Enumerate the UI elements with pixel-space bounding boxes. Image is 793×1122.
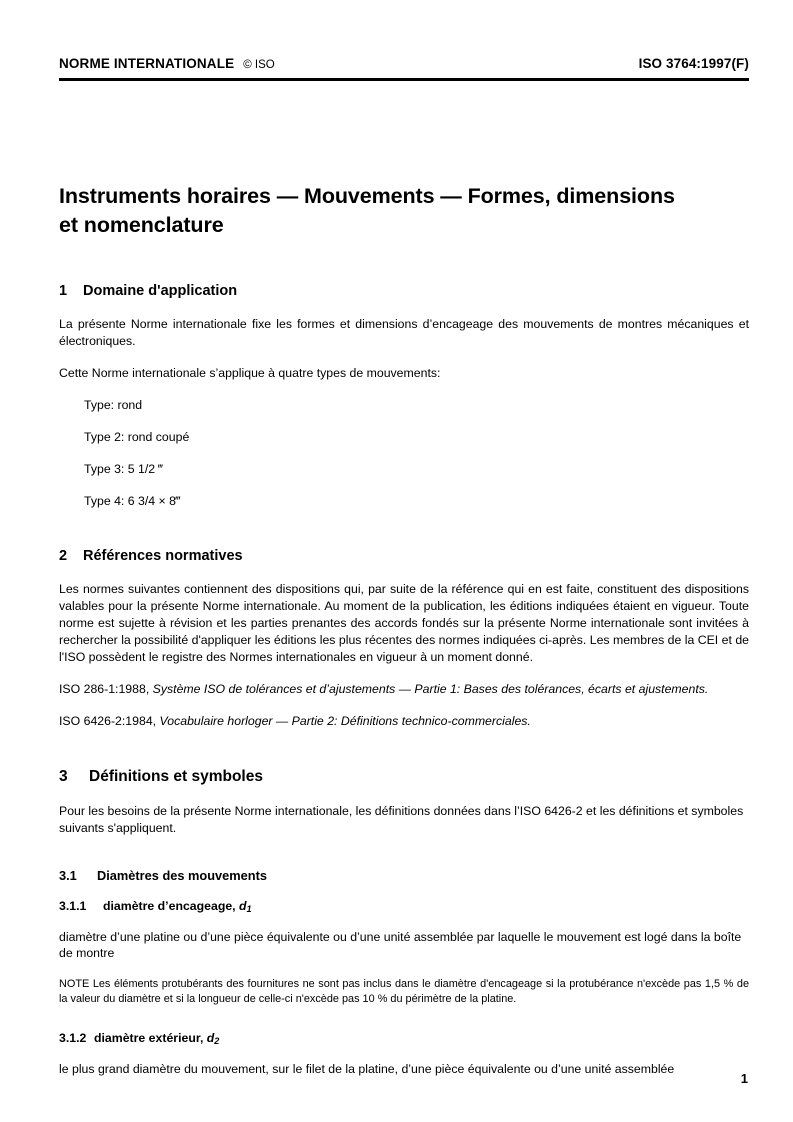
reference-designation: ISO 6426-2:1984,	[59, 713, 160, 728]
subclause-title-3-1: Diamètres des mouvements	[97, 867, 267, 883]
running-header	[59, 56, 749, 71]
header-copyright: © ISO	[243, 59, 275, 71]
list-item: Type 3: 5 1/2 ‴	[84, 461, 163, 476]
symbol-subscript: 1	[246, 903, 252, 914]
clause-heading-1	[59, 283, 749, 299]
reference-designation: ISO 286-1:1988,	[59, 681, 153, 696]
header-standard-reference: ISO 3764:1997(F)	[638, 56, 749, 71]
clause-title-2: Références normatives	[83, 547, 243, 564]
page-title: Instruments horaires — Mouvements — Formes, dimensions et nomenclature	[59, 184, 675, 237]
clause-1-paragraph-1: La présente Norme internationale fixe les formes et dimensions d’encageage des mouvements de montres mécaniques et électroniques.	[59, 317, 749, 348]
clause-1-paragraph-2: Cette Norme internationale s’applique à quatre types de mouvements:	[59, 365, 441, 380]
symbol-subscript: 2	[214, 1035, 220, 1046]
term-number-3-1-1: 3.1.1	[59, 898, 87, 913]
clause-title-1: Domaine d'application	[83, 283, 238, 299]
term-label-3-1-1	[103, 899, 252, 914]
normative-reference	[59, 681, 749, 698]
header-norme-internationale: NORME INTERNATIONALE	[59, 56, 235, 71]
list-item: Type: rond	[84, 397, 143, 412]
term-number-3-1-2: 3.1.2	[59, 1030, 87, 1045]
symbol-letter: d	[206, 1030, 215, 1045]
clause-heading-2	[59, 548, 749, 564]
clause-2-paragraph-1: Les normes suivantes contiennent des dispositions qui, par suite de la référence qui en est faite, constituent des dispositions valables pour la présente Norme internationale. Au moment de la publication, les éditions indiquées étaient en vigueur. Toute norme est sujette à révision et les parties prenantes des accords fondés sur la présente Norme internationale sont invitées à rechercher la possibilité d'appliquer les éditions les plus récentes des normes indiquées ci-après. Les membres de la CEI et de l'ISO possèdent le registre des Normes internationales en vigueur à un moment donné.	[59, 581, 749, 664]
term-definition-3-1-2: le plus grand diamètre du mouvement, sur le filet de la platine, d’une pièce équivalente ou d’une unité assemblée	[59, 1061, 675, 1076]
page-number: 1	[740, 1071, 748, 1086]
spacer	[59, 1023, 749, 1031]
term-heading-3-1-1	[59, 899, 749, 914]
term-label-3-1-2	[94, 1031, 219, 1046]
clause-title-3: Définitions et symboles	[89, 767, 263, 785]
list-item: Type 2: rond coupé	[84, 429, 190, 444]
clause-number-2: 2	[59, 547, 68, 564]
symbol-letter: d	[239, 898, 247, 913]
subclause-number-3-1: 3.1	[59, 867, 77, 883]
term-definition-3-1-1: diamètre d’une platine ou d’une pièce équivalente ou d’une unité assemblée par laquelle le mouvement est logé dans la boîte de montre	[59, 929, 742, 961]
document-body	[59, 283, 749, 1093]
normative-reference	[59, 713, 749, 730]
clause-number-3: 3	[59, 767, 68, 785]
term-text-3-1-2: diamètre extérieur,	[94, 1030, 207, 1045]
spacer	[59, 852, 749, 868]
header-rule	[59, 78, 749, 81]
term-symbol-3-1-1	[239, 899, 252, 913]
spacer	[59, 525, 749, 548]
term-heading-3-1-2	[59, 1031, 749, 1046]
term-text-3-1-1: diamètre d’encageage,	[103, 898, 240, 913]
reference-title: Système ISO de tolérances et d’ajustements — Partie 1: Bases des tolérances, écarts et ajustements.	[152, 681, 709, 696]
term-symbol-3-1-2	[207, 1031, 220, 1045]
reference-title: Vocabulaire horloger — Partie 2: Définitions technico-commerciales.	[159, 713, 531, 728]
clause-heading-3	[59, 768, 749, 786]
clause-number-1: 1	[59, 283, 68, 299]
spacer	[59, 745, 749, 768]
running-header-left	[59, 56, 275, 71]
list-item: Type 4: 6 3/4 × 8‴	[84, 493, 181, 508]
clause-3-paragraph-1: Pour les besoins de la présente Norme internationale, les définitions données dans l’ISO 6426-2 et les définitions et symboles suivants s'appliquent.	[59, 803, 744, 835]
term-note-3-1-1: NOTE Les éléments protubérants des fournitures ne sont pas inclus dans le diamètre d'encageage si la protubérance n'excède pas 1,5 % de la valeur du diamètre et si la longueur de celle-ci n'excède pas 10 % du périmètre de la platine.	[59, 978, 749, 1006]
subclause-heading-3-1	[59, 868, 749, 883]
